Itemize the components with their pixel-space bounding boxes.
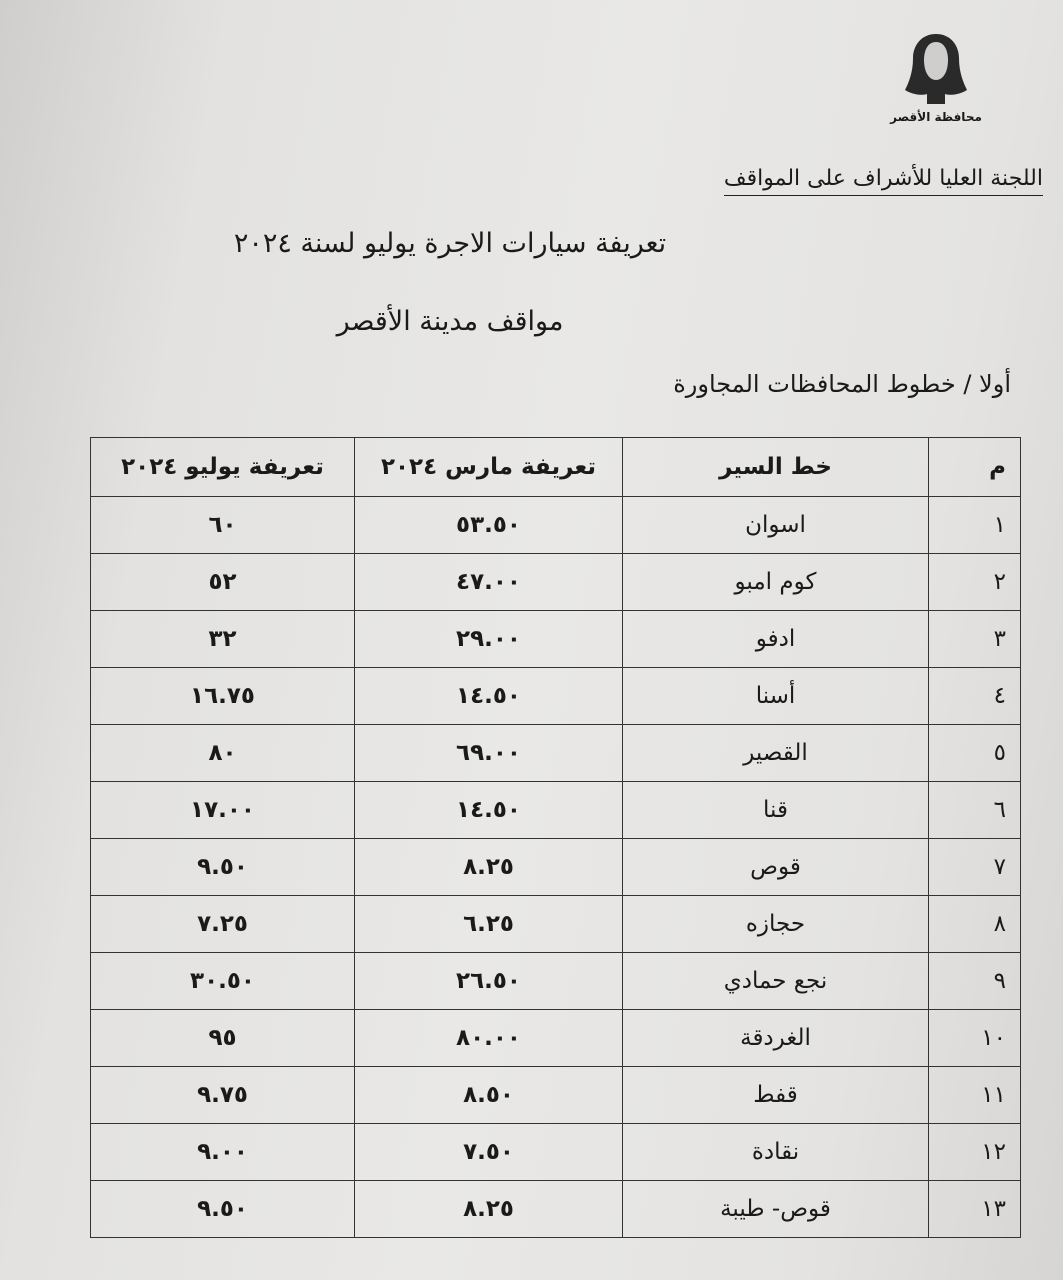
committee-heading: اللجنة العليا للأشراف على المواقف: [724, 166, 1043, 196]
route-name: ادفو: [623, 611, 929, 668]
table-row: [91, 1181, 1021, 1238]
section-heading: أولا / خطوط المحافظات المجاورة: [673, 370, 1011, 398]
row-number: ٣: [929, 611, 1021, 668]
table-row: [91, 839, 1021, 896]
route-name: قوص- طيبة: [623, 1181, 929, 1238]
march-fare: ٨.٢٥: [355, 1181, 623, 1238]
july-fare: ٥٢: [91, 554, 355, 611]
march-fare: ٨.٢٥: [355, 839, 623, 896]
route-name: القصير: [623, 725, 929, 782]
table-row: [91, 1067, 1021, 1124]
row-number: ١٠: [929, 1010, 1021, 1067]
july-fare: ٩٥: [91, 1010, 355, 1067]
row-number: ٧: [929, 839, 1021, 896]
july-fare: ٩.٥٠: [91, 839, 355, 896]
july-fare: ٩.٧٥: [91, 1067, 355, 1124]
table-row: [91, 554, 1021, 611]
route-name: كوم امبو: [623, 554, 929, 611]
fare-table: [90, 437, 1021, 1238]
header-route: خط السير: [623, 438, 929, 497]
table-row: [91, 896, 1021, 953]
table-row: [91, 1010, 1021, 1067]
route-name: قفط: [623, 1067, 929, 1124]
table-row: [91, 953, 1021, 1010]
july-fare: ٩.٠٠: [91, 1124, 355, 1181]
july-fare: ٧.٢٥: [91, 896, 355, 953]
july-fare: ٨٠: [91, 725, 355, 782]
route-name: قوص: [623, 839, 929, 896]
row-number: ٤: [929, 668, 1021, 725]
table-row: [91, 611, 1021, 668]
logo-caption: محافظة الأقصر: [890, 110, 982, 124]
header-july-fare: تعريفة يوليو ٢٠٢٤: [91, 438, 355, 497]
july-fare: ٣٢: [91, 611, 355, 668]
march-fare: ٧.٥٠: [355, 1124, 623, 1181]
march-fare: ١٤.٥٠: [355, 668, 623, 725]
route-name: اسوان: [623, 497, 929, 554]
document-subtitle: مواقف مدينة الأقصر: [336, 306, 564, 337]
row-number: ٢: [929, 554, 1021, 611]
table-row: [91, 497, 1021, 554]
march-fare: ٦٩.٠٠: [355, 725, 623, 782]
table-row: [91, 725, 1021, 782]
row-number: ١١: [929, 1067, 1021, 1124]
march-fare: ٨.٥٠: [355, 1067, 623, 1124]
route-name: نقادة: [623, 1124, 929, 1181]
july-fare: ١٧.٠٠: [91, 782, 355, 839]
governorate-logo: [861, 28, 1011, 138]
header-number: م: [929, 438, 1021, 497]
row-number: ٨: [929, 896, 1021, 953]
march-fare: ٤٧.٠٠: [355, 554, 623, 611]
july-fare: ٩.٥٠: [91, 1181, 355, 1238]
row-number: ١٢: [929, 1124, 1021, 1181]
march-fare: ٨٠.٠٠: [355, 1010, 623, 1067]
row-number: ٦: [929, 782, 1021, 839]
route-name: الغردقة: [623, 1010, 929, 1067]
march-fare: ٢٩.٠٠: [355, 611, 623, 668]
row-number: ١٣: [929, 1181, 1021, 1238]
july-fare: ٣٠.٥٠: [91, 953, 355, 1010]
march-fare: ٥٣.٥٠: [355, 497, 623, 554]
march-fare: ١٤.٥٠: [355, 782, 623, 839]
july-fare: ١٦.٧٥: [91, 668, 355, 725]
header-march-fare: تعريفة مارس ٢٠٢٤: [355, 438, 623, 497]
table-header-row: [91, 438, 1021, 497]
july-fare: ٦٠: [91, 497, 355, 554]
route-name: أسنا: [623, 668, 929, 725]
march-fare: ٦.٢٥: [355, 896, 623, 953]
row-number: ٩: [929, 953, 1021, 1010]
table-row: [91, 1124, 1021, 1181]
document-title: تعريفة سيارات الاجرة يوليو لسنة ٢٠٢٤: [233, 228, 667, 259]
pharaoh-head-icon: [891, 28, 981, 108]
row-number: ١: [929, 497, 1021, 554]
route-name: نجع حمادي: [623, 953, 929, 1010]
route-name: حجازه: [623, 896, 929, 953]
table-row: [91, 782, 1021, 839]
row-number: ٥: [929, 725, 1021, 782]
route-name: قنا: [623, 782, 929, 839]
march-fare: ٢٦.٥٠: [355, 953, 623, 1010]
fare-table-body: [91, 497, 1021, 1238]
table-row: [91, 668, 1021, 725]
